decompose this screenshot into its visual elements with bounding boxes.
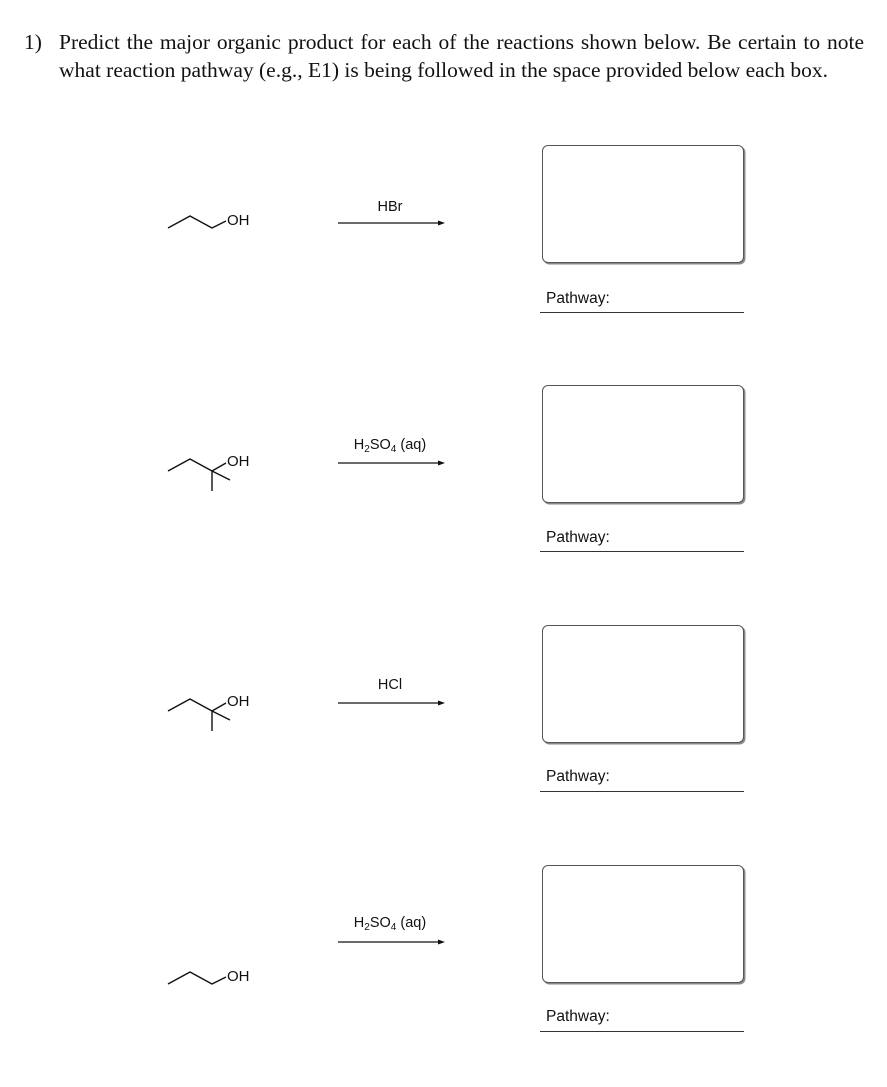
skeletal-formula-2 [160, 425, 270, 495]
pathway-label-4: Pathway: [546, 1008, 610, 1025]
pathway-answer-line-4[interactable] [540, 1031, 744, 1032]
pathway-label-1: Pathway: [546, 290, 610, 307]
reagent-3: HCl [377, 677, 403, 693]
pathway-answer-line-2[interactable] [540, 551, 744, 552]
reaction-arrow-4 [338, 938, 446, 946]
product-answer-box-4[interactable] [542, 865, 744, 983]
skeletal-formula-4 [160, 905, 270, 985]
question-prompt [24, 28, 864, 84]
reactant-structure-4 [160, 905, 270, 985]
reagent-4: $H_2SO_4$ (aq) [353, 915, 427, 933]
hydroxyl-label-1: OH [227, 212, 250, 229]
reagent-1: HBr [377, 199, 403, 215]
skeletal-formula-3 [160, 665, 270, 735]
reaction-row-2 [0, 385, 887, 585]
reaction-arrow-2 [338, 459, 446, 467]
pathway-answer-line-3[interactable] [540, 791, 744, 792]
product-answer-box-2[interactable] [542, 385, 744, 503]
pathway-answer-line-1[interactable] [540, 312, 744, 313]
hydroxyl-label-2: OH [227, 453, 250, 470]
skeletal-formula-1 [160, 185, 270, 255]
reaction-arrow-1 [338, 219, 446, 227]
reagent-2: $H_2SO_4$ (aq) [353, 437, 427, 455]
pathway-label-3: Pathway: [546, 768, 610, 785]
product-answer-box-3[interactable] [542, 625, 744, 743]
hydroxyl-label-4: OH [227, 968, 250, 985]
reaction-row-4 [0, 865, 887, 1065]
question-number: 1) [24, 30, 42, 54]
reaction-row-1 [0, 145, 887, 345]
hydroxyl-label-3: OH [227, 693, 250, 710]
pathway-label-2: Pathway: [546, 529, 610, 546]
reaction-arrow-3 [338, 699, 446, 707]
reactant-structure-1 [160, 185, 270, 255]
reaction-row-3 [0, 625, 887, 825]
reactant-structure-2 [160, 425, 270, 495]
product-answer-box-1[interactable] [542, 145, 744, 263]
reactant-structure-3 [160, 665, 270, 735]
question-text: Predict the major organic product for each of the reactions shown below. Be certain to note what reaction pathway (e.g., E1) is being followed in the space provided below each box. [59, 30, 864, 82]
